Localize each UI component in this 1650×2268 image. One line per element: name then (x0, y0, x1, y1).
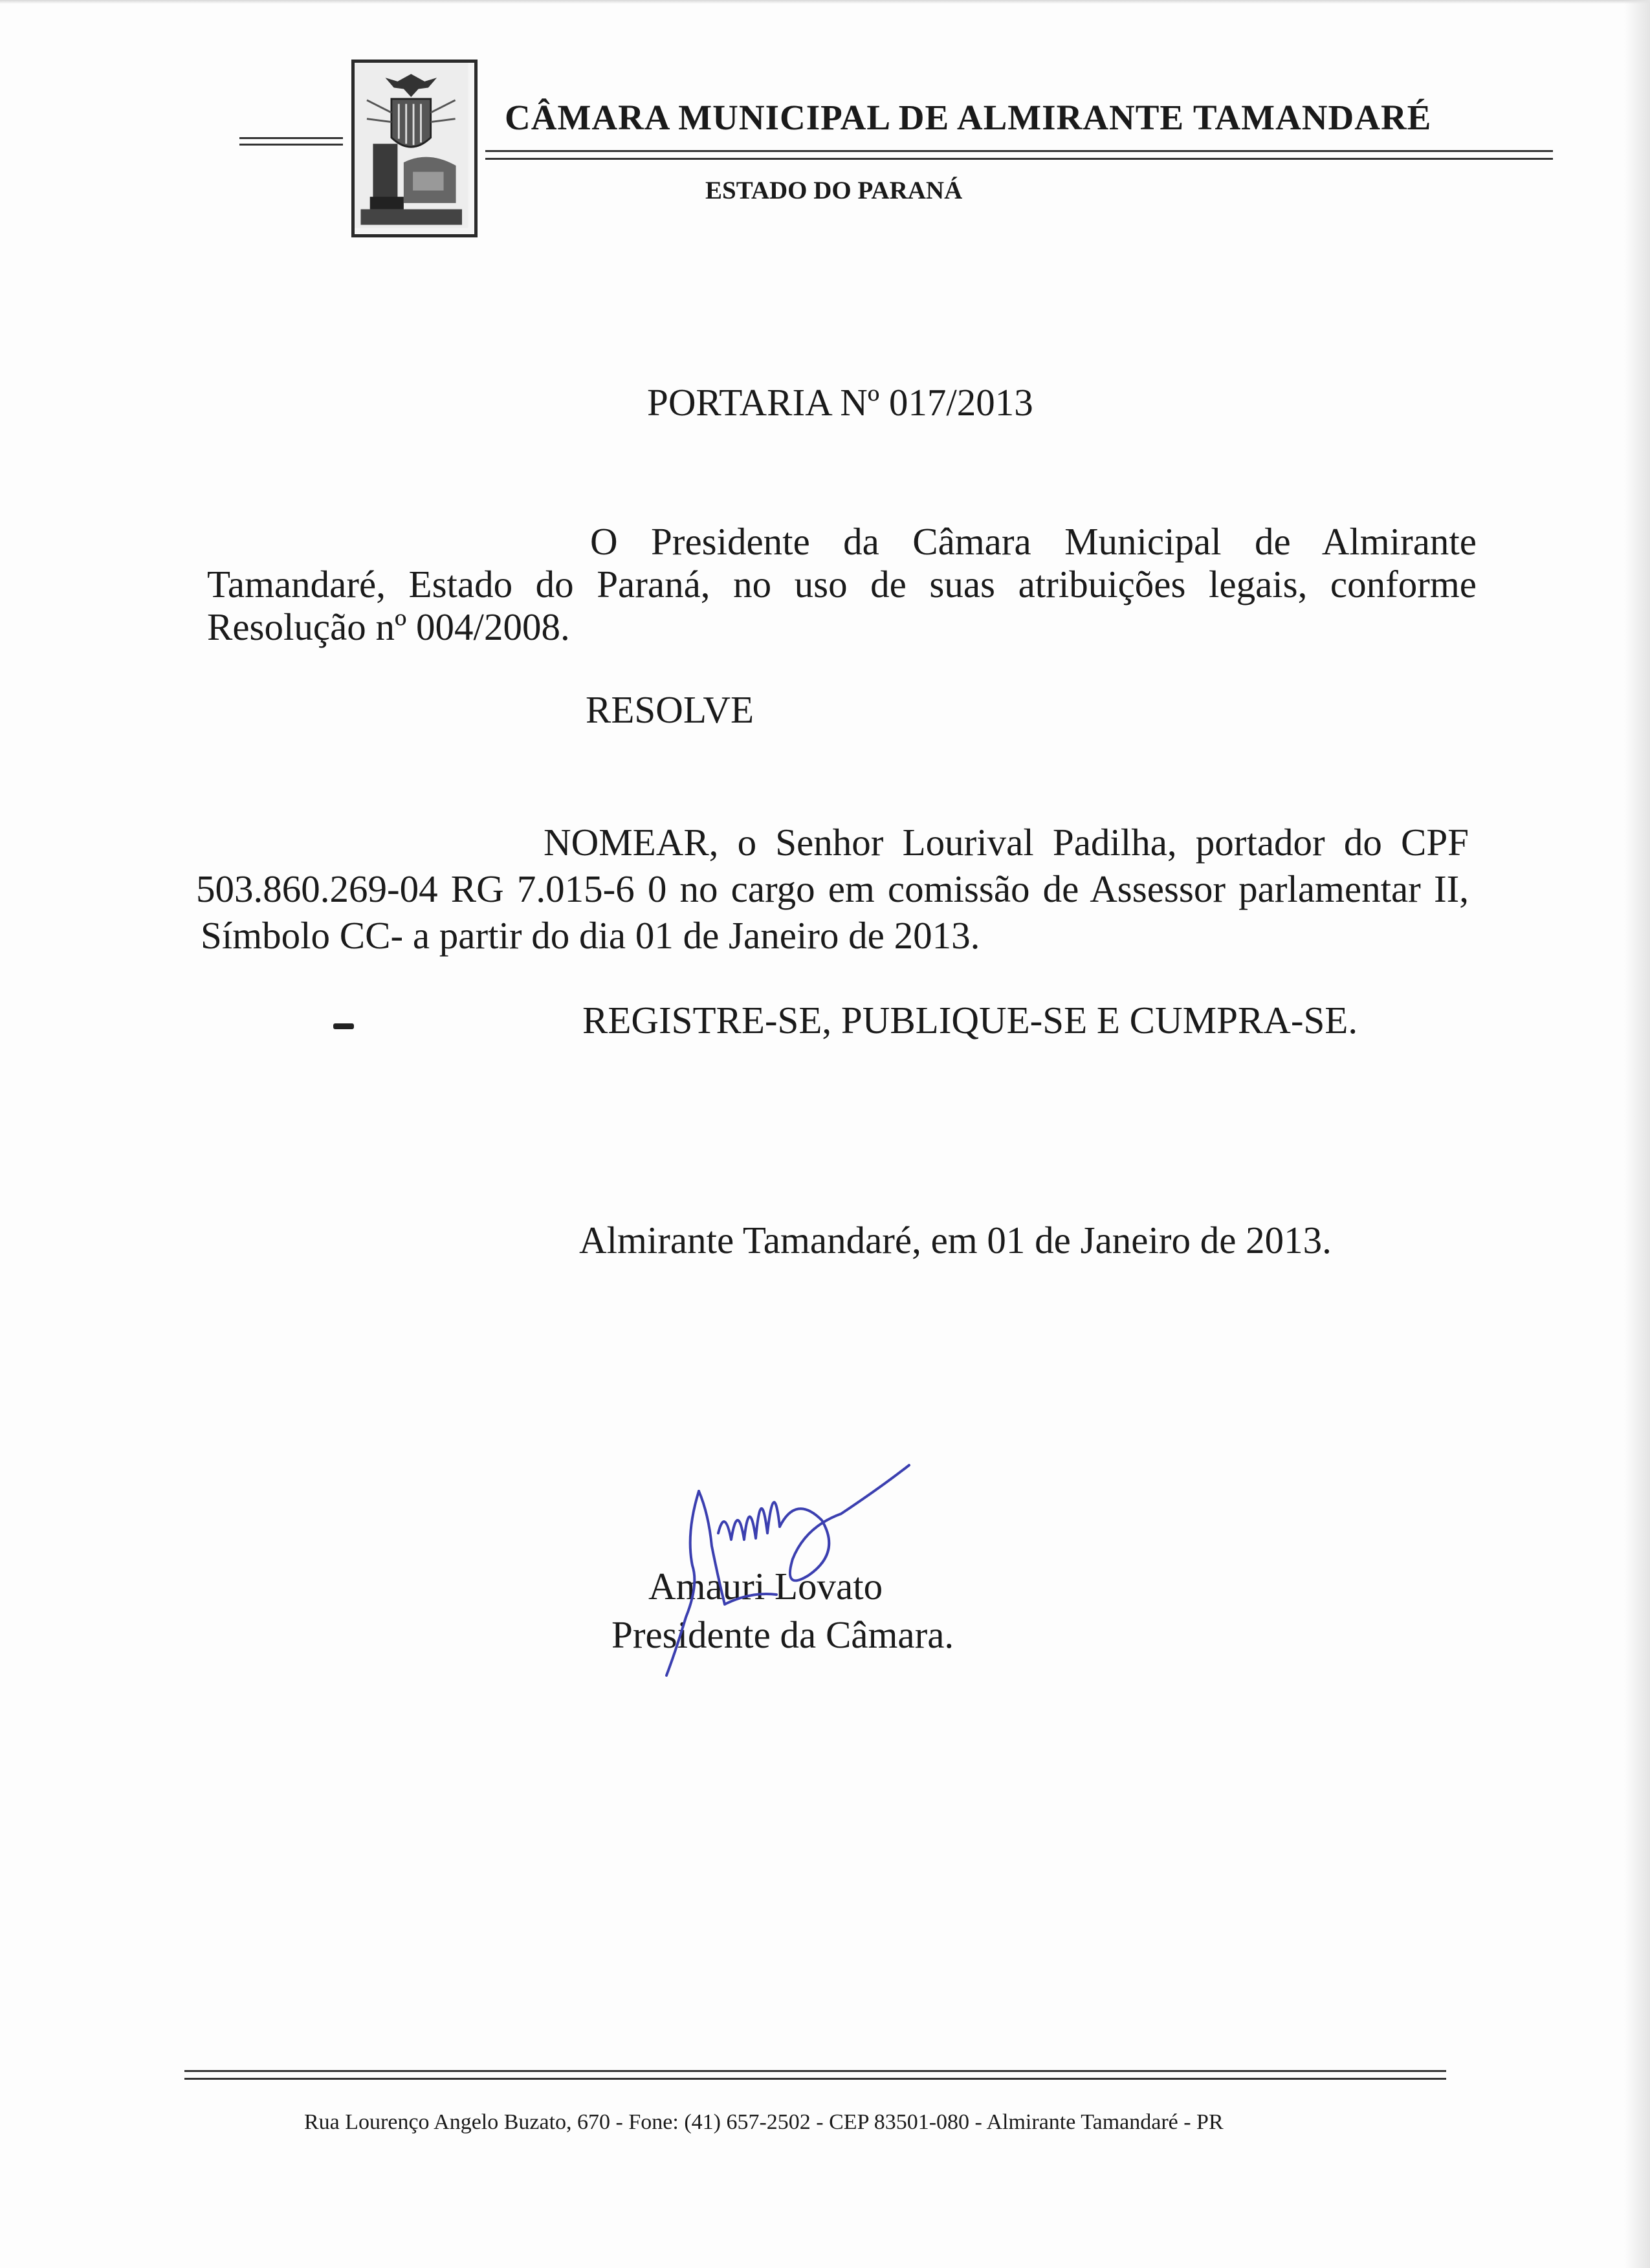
place-date: Almirante Tamandaré, em 01 de Janeiro de 2013. (579, 1219, 1332, 1261)
signer-name: Amauri Lovato (648, 1565, 883, 1608)
signer-role: Presidente da Câmara. (611, 1613, 954, 1656)
header-rule-left-bottom (239, 144, 343, 146)
header-rule-right-top (485, 150, 1553, 152)
institution-name: CÂMARA MUNICIPAL DE ALMIRANTE TAMANDARÉ (505, 98, 1432, 137)
footer-rule-top (184, 2070, 1446, 2072)
decision-line-1: NOMEAR, o Senhor Lourival Padilha, portador do CPF (544, 821, 1469, 864)
document-title: PORTARIA Nº 017/2013 (647, 381, 1033, 424)
scan-edge-top (0, 0, 1650, 4)
closing-statement: REGISTRE-SE, PUBLIQUE-SE E CUMPRA-SE. (582, 999, 1358, 1041)
crest-icon (351, 60, 478, 237)
decision-line-2: 503.860.269-04 RG 7.015-6 0 no cargo em comissão de Assessor parlamentar II, (196, 867, 1469, 910)
header-rule-left-top (239, 137, 343, 139)
resolve-label: RESOLVE (586, 688, 754, 731)
footer-address: Rua Lourenço Angelo Buzato, 670 - Fone: (41) 657-2502 - CEP 83501-080 - Almirante Tamandaré - PR (304, 2110, 1224, 2134)
scan-edge-right (1624, 0, 1650, 2268)
preamble-line-2: Tamandaré, Estado do Paraná, no uso de suas atribuições legais, conforme (207, 563, 1477, 605)
state-name: ESTADO DO PARANÁ (705, 177, 963, 204)
header-rule-right-bottom (485, 158, 1553, 160)
footer-rule-bottom (184, 2078, 1446, 2080)
preamble-line-1: O Presidente da Câmara Municipal de Almirante (590, 520, 1477, 563)
preamble-line-3: Resolução nº 004/2008. (207, 605, 570, 648)
handwritten-signature (647, 1456, 938, 1688)
decision-line-3: Símbolo CC- a partir do dia 01 de Janeiro de 2013. (201, 914, 980, 957)
scan-mark (333, 1023, 354, 1029)
